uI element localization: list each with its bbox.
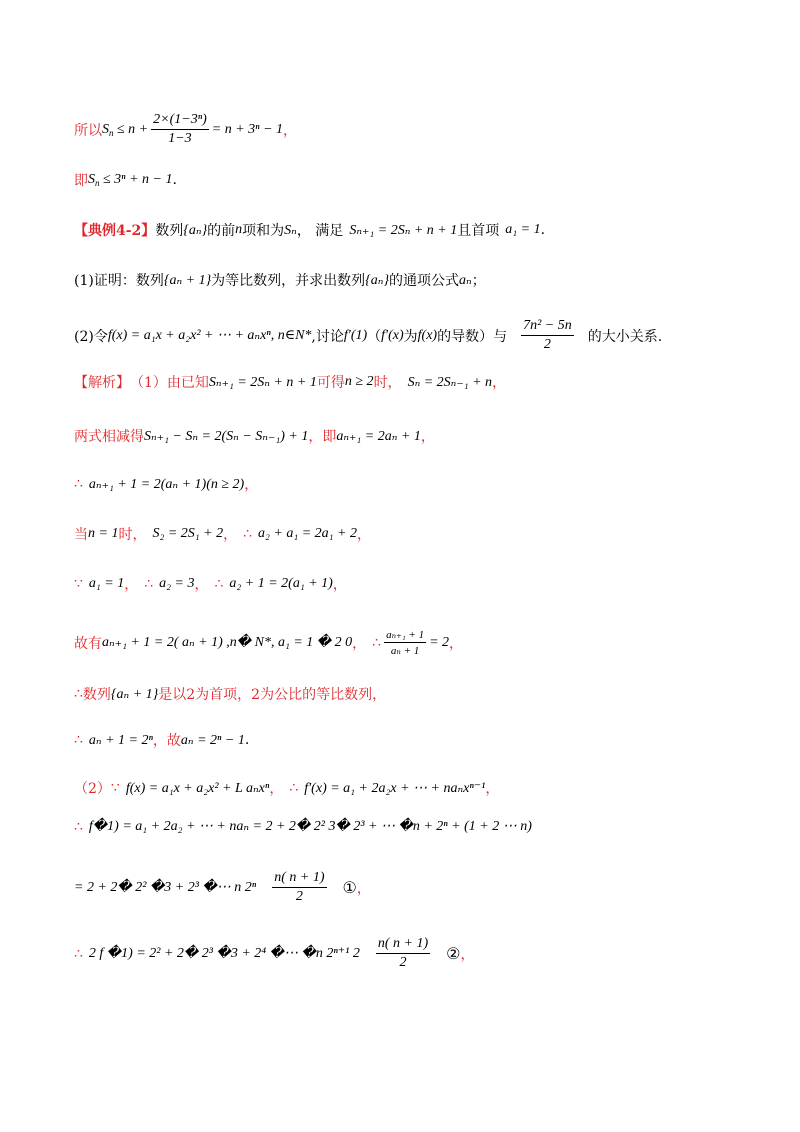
- text: 为: [403, 328, 418, 345]
- math: aₙ = 2ⁿ − 1: [180, 732, 245, 748]
- therefore-symbol: ∴: [74, 945, 83, 962]
- line-5: [74, 318, 662, 353]
- analysis-tag: 【解析】: [74, 375, 130, 391]
- math: = 2: [429, 634, 450, 650]
- math: f(x) = a₁x + a₂x² + L aₙxⁿ: [125, 780, 270, 796]
- line-13: [74, 730, 249, 750]
- therefore-symbol: ∴: [289, 780, 299, 796]
- line-3: [74, 220, 545, 240]
- line-16: [74, 870, 371, 905]
- fraction: [272, 870, 326, 905]
- fraction-numerator: 7n² − 5n: [521, 318, 574, 336]
- fraction-numerator: n( n + 1): [272, 870, 326, 888]
- fraction: [376, 936, 430, 971]
- math: n = 1: [88, 526, 119, 541]
- fraction-numerator: n( n + 1): [376, 936, 430, 954]
- text: .: [172, 172, 177, 188]
- math: aₙ₊₁ = 2aₙ + 1: [336, 428, 421, 444]
- line-4: [74, 270, 486, 290]
- text: ；: [471, 273, 486, 289]
- text: (2)令: [74, 328, 108, 345]
- example-tag: 【典例4-2】: [74, 223, 156, 239]
- text: 当: [74, 527, 88, 543]
- fraction: [521, 318, 574, 353]
- circled-number: ①: [342, 879, 357, 897]
- math: a₂ = 3: [159, 576, 195, 591]
- text: ，: [485, 781, 500, 797]
- math: {aₙ + 1}: [110, 686, 159, 702]
- text: 的大小关系.: [587, 328, 663, 345]
- math: a₁ = 1: [88, 576, 125, 591]
- text: ，: [449, 635, 464, 652]
- text: 项和为: [242, 223, 285, 239]
- text: ，: [420, 429, 435, 445]
- math: f(x) = a₁x + a₂x² + ⋯ + aₙxⁿ, n∈N*: [107, 328, 312, 343]
- text: 两式相减得: [74, 429, 144, 445]
- fraction-numerator: aₙ₊₁ + 1: [386, 629, 425, 641]
- text: ，: [356, 880, 371, 897]
- therefore-symbol: ∴: [74, 476, 83, 492]
- text: 可得: [316, 375, 345, 391]
- line-10: [74, 574, 347, 594]
- math: $S_n \le 3^n + n - 1$: [88, 172, 173, 188]
- text: 数列: [155, 223, 184, 239]
- math: {aₙ + 1}: [163, 272, 212, 288]
- text: ，: [352, 635, 367, 652]
- math: {aₙ}: [183, 222, 208, 238]
- text: （1）由已知: [130, 375, 209, 391]
- math: f(x): [417, 327, 438, 343]
- line-2: [74, 170, 177, 190]
- fraction-denominator: 1−3: [168, 131, 192, 146]
- text: ，: [269, 781, 284, 797]
- math: n: [235, 222, 243, 237]
- fraction-numerator: 2×(1−3ⁿ): [151, 112, 209, 130]
- text: 的通项公式: [389, 273, 460, 289]
- fraction: [151, 112, 209, 147]
- text: ,讨论: [311, 328, 344, 345]
- text: 故有: [74, 635, 102, 652]
- text: ，: [194, 577, 209, 593]
- line-11: [74, 628, 463, 657]
- text: 时，: [373, 375, 402, 391]
- text: 且首项: [457, 223, 500, 239]
- therefore-symbol: ∴: [144, 576, 154, 592]
- line-7: [74, 426, 435, 446]
- text: （2）: [74, 781, 111, 797]
- text: 的前: [207, 223, 236, 239]
- text: 数列: [82, 687, 111, 703]
- line-14: [74, 778, 499, 798]
- text: ，: [244, 477, 259, 493]
- math: Sₙ: [284, 222, 297, 238]
- math: a₁ = 1: [505, 222, 541, 237]
- text: ，故: [152, 733, 181, 749]
- math: aₙ + 1 = 2ⁿ: [88, 732, 153, 748]
- text: ，: [356, 527, 371, 543]
- math: f�1) = a₁ + 2a₂ + ⋯ + naₙ = 2 + 2� 2² 3� 2³ + ⋯ �n + 2ⁿ + (1 + 2 ⋯ n): [88, 819, 532, 834]
- math: a₂ + a₁ = 2a₁ + 2: [258, 526, 357, 541]
- text: ，: [460, 946, 475, 963]
- text: （: [367, 328, 382, 345]
- text: 是以2为首项，2为公比的等比数列，: [158, 687, 387, 703]
- line-1: [74, 112, 297, 147]
- math: Sₙ₊₁ − Sₙ = 2(Sₙ − Sₙ₋₁) + 1: [144, 428, 309, 444]
- therefore-symbol: ∴: [243, 526, 253, 542]
- text: ，: [332, 577, 347, 593]
- fraction-denominator: 2: [399, 955, 407, 970]
- math: Sₙ₊₁ = 2Sₙ + n + 1: [349, 222, 458, 238]
- therefore-symbol: ∴: [372, 634, 382, 651]
- therefore-symbol: ∴: [214, 576, 224, 592]
- text: ， 满足: [296, 223, 344, 239]
- math: f′(1): [343, 327, 368, 343]
- math: aₙ₊₁ + 1 = 2( aₙ + 1) ,n� N*, a₁ = 1 � 2 0: [102, 635, 353, 650]
- text: 为等比数列，并求出数列: [211, 273, 366, 289]
- fraction-denominator: 2: [543, 337, 551, 352]
- math: aₙ₊₁ + 1 = 2(aₙ + 1)(n ≥ 2): [88, 476, 245, 492]
- math: $S_n \le n$ +: [102, 121, 149, 138]
- text: 即: [74, 173, 88, 189]
- text: ，: [492, 375, 507, 391]
- math: ≤ n +: [113, 121, 149, 137]
- fraction-denominator: 2: [295, 889, 303, 904]
- text: 所以: [74, 122, 102, 139]
- therefore-symbol: ∴: [74, 686, 83, 702]
- because-symbol: ∵: [74, 576, 83, 592]
- text: ，: [124, 577, 139, 593]
- math: f′(x) = a₁ + 2a₂x + ⋯ + naₙxⁿ⁻¹: [304, 780, 486, 796]
- math: aₙ: [459, 272, 472, 288]
- math: Sₙ = 2Sₙ₋₁ + n: [407, 374, 493, 390]
- because-symbol: ∵: [110, 780, 120, 796]
- line-12: [74, 684, 386, 704]
- math: S₂ = 2S₁ + 2: [152, 526, 224, 541]
- circled-number: ②: [446, 945, 461, 963]
- text: ，: [223, 527, 238, 543]
- fraction-denominator: aₙ + 1: [390, 645, 420, 657]
- line-15: [74, 818, 532, 835]
- text: 的导数）与: [437, 328, 508, 345]
- text: ，即: [308, 429, 337, 445]
- line-6: [74, 372, 506, 392]
- text: 时，: [118, 527, 147, 543]
- text: .: [540, 222, 546, 238]
- line-9: [74, 524, 371, 544]
- math: f′(x): [381, 327, 404, 343]
- math: a₂ + 1 = 2(a₁ + 1): [229, 576, 333, 591]
- math: n ≥ 2: [344, 374, 374, 389]
- text: .: [244, 732, 250, 748]
- line-8: [74, 474, 258, 494]
- math-symbol: S: [102, 121, 109, 137]
- text: (1)证明：数列: [74, 273, 164, 289]
- math: 2 f �1) = 2² + 2� 2³ �3 + 2⁴ �⋯ �n 2ⁿ⁺¹ 2: [88, 946, 360, 961]
- math: = 2 + 2� 2² �3 + 2³ �⋯ n 2ⁿ: [74, 880, 257, 895]
- fraction: [384, 628, 426, 657]
- text: ，: [283, 122, 298, 139]
- math: ≤ 3ⁿ + n − 1: [99, 172, 173, 187]
- math: = n + 3ⁿ − 1: [211, 121, 284, 137]
- therefore-symbol: ∴: [74, 732, 83, 748]
- math: {aₙ}: [365, 272, 390, 288]
- line-17: [74, 936, 474, 971]
- math: Sₙ₊₁ = 2Sₙ + n + 1: [208, 374, 317, 390]
- therefore-symbol: ∴: [74, 818, 83, 835]
